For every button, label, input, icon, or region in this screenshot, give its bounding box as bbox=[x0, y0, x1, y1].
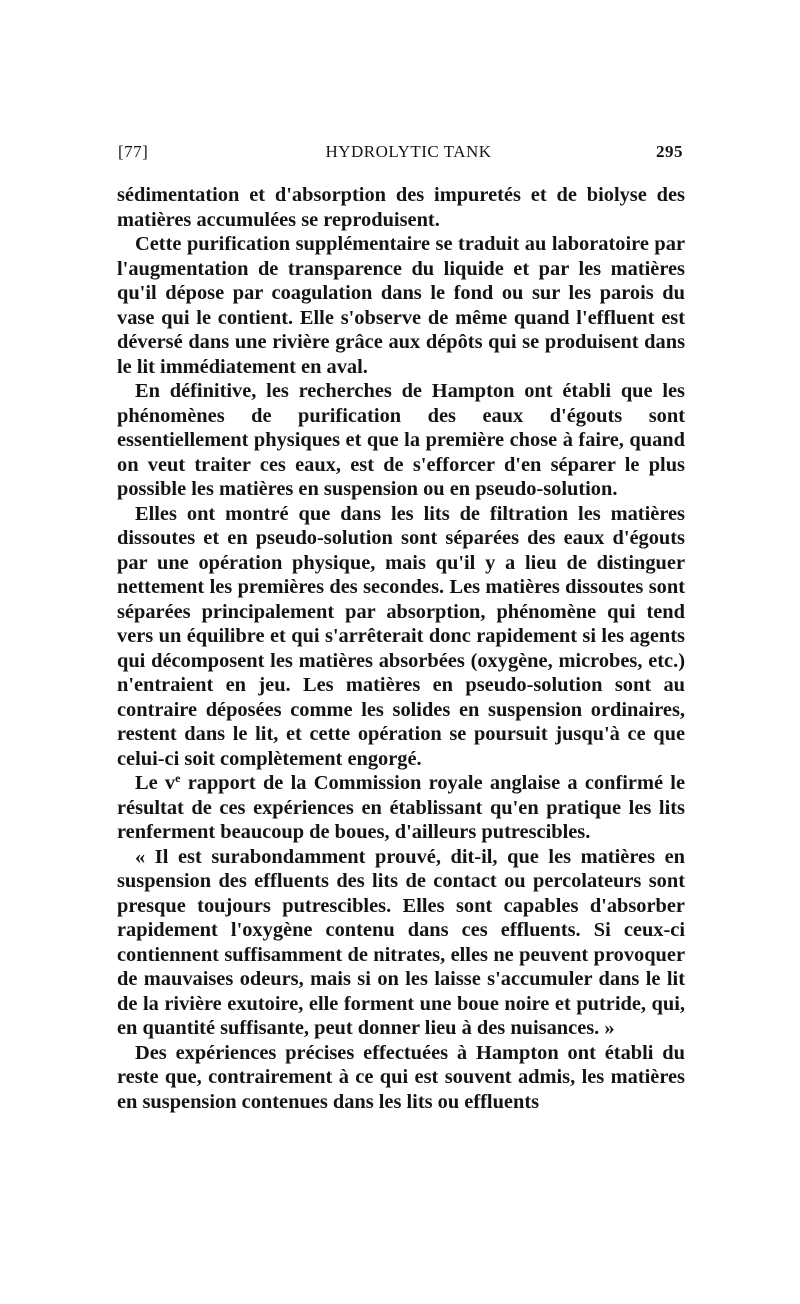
paragraph-continuation: sédimentation et d'absorption des impuretés et de biolyse des matières accumulées se reproduisent. bbox=[117, 184, 685, 231]
paragraph-purification: Cette purification supplémentaire se traduit au laboratoire par l'augmentation de transparence du liquide et par les matières qu'il dépose par coagulation dans le fond ou sur les parois du vase qui le contient. Elle s'observe de même quand l'effluent est déversé dans une rivière grâce aux dépôts qui se produisent dans le lit immédiatement en aval. bbox=[117, 233, 685, 378]
chapter-reference: [77] bbox=[118, 142, 149, 161]
paragraph-hampton-experiments: Des expériences précises effectuées à Hampton ont établi du reste que, contrairement à ce qui est souvent admis, les matières en suspension contenues dans les lits ou effluents bbox=[117, 1041, 685, 1113]
paragraph-royal-commission bbox=[117, 771, 685, 845]
ordinal-superscript: e bbox=[175, 771, 181, 785]
page-number: 295 bbox=[656, 142, 683, 161]
paragraph-filtration-beds: Elles ont montré que dans les lits de filtration les matières dissoutes et en pseudo-solution sont séparées des eaux d'égouts par une opération physique, mais qu'il y a lieu de distinguer nettement les premières des secondes. Les matières dissoutes sont séparées principalement par absorption, phénomène qui tend vers un équilibre et qui s'arrêterait donc rapidement si les agents qui décomposent les matières absorbées (oxygène, microbes, etc.) n'entraient en jeu. Les matières en pseudo-solution sont au contraire déposées comme les solides en suspension ordinaires, restent dans le lit, et cette opération se poursuit jusqu'à ce que celui-ci soit complètement engorgé. bbox=[117, 502, 685, 770]
quotation-paragraph: « Il est surabondamment prouvé, dit-il, que les matières en suspension des effluents des lits de contact ou percolateurs sont presque toujours putrescibles. Elles sont capables d'absorber rapidement l'oxygène contenu dans ces effluents. Si ceux-ci contiennent suffisamment de nitrates, elles ne peuvent provoquer de mauvaises odeurs, mais si on les laisse s'accumuler dans le lit de la rivière exutoire, elle forment une boue noire et putride, qui, en quantité suffisante, peut donner lieu à des nuisances. » bbox=[117, 845, 685, 1039]
paragraph-royal-commission-start: Le v bbox=[135, 772, 176, 794]
paragraph-hampton-research: En définitive, les recherches de Hampton ont établi que les phénomènes de purification des eaux d'égouts sont essentiellement physiques et que la première chose à faire, quand on veut traiter ces eaux, est de s'efforcer d'en séparer le plus possible les matières en suspension ou en pseudo-solution. bbox=[117, 380, 685, 500]
running-head bbox=[118, 142, 683, 168]
body-text bbox=[117, 183, 685, 1114]
paragraph-royal-commission-rest: rapport de la Commission royale anglaise a confirmé le résultat de ces expériences en établissant qu'en pratique les lits renferment beaucoup de boues, d'ailleurs putrescibles. bbox=[117, 772, 685, 843]
running-title: HYDROLYTIC TANK bbox=[325, 142, 492, 161]
